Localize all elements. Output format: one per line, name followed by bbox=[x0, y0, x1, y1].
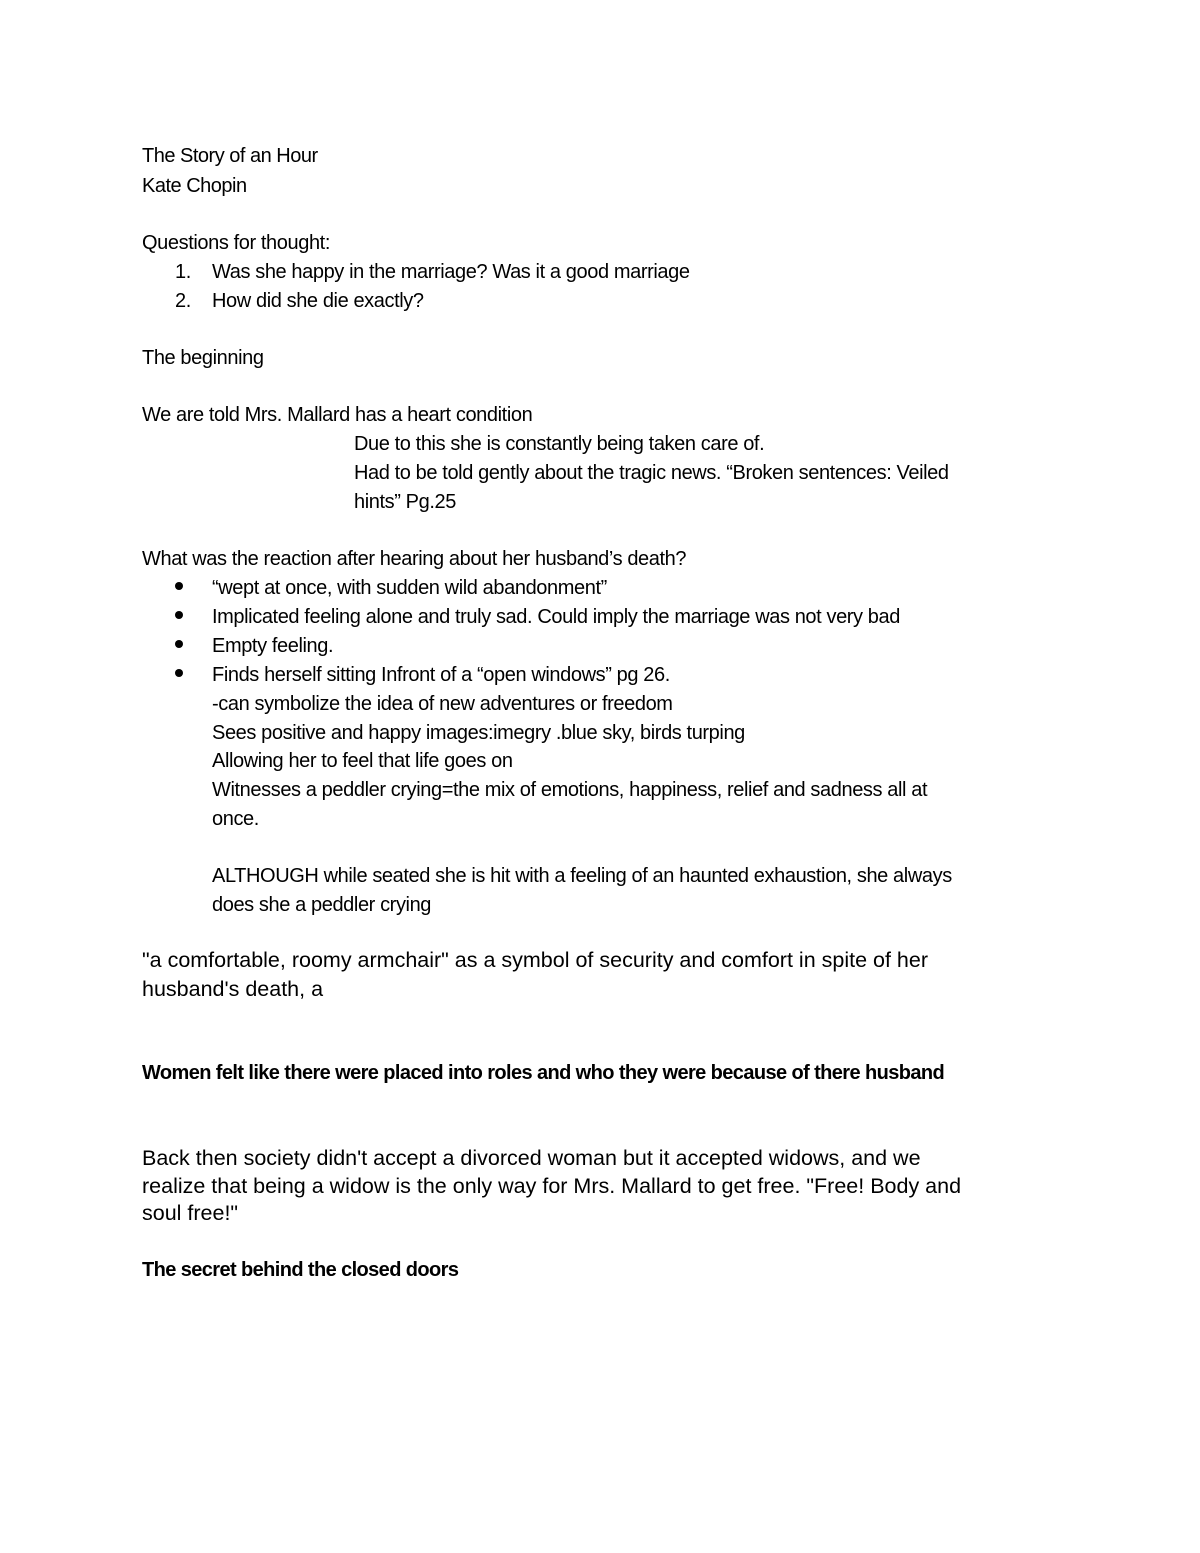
armchair-paragraph: "a comfortable, roomy armchair" as a symbol of security and comfort in spite of her bbox=[142, 948, 928, 972]
question-number: 1. bbox=[175, 261, 191, 283]
society-paragraph: realize that being a widow is the only way for Mrs. Mallard to get free. "Free! Body and bbox=[142, 1174, 962, 1198]
section-heading-secret: The secret behind the closed doors bbox=[142, 1259, 459, 1281]
reaction-bullet: Empty feeling. bbox=[212, 635, 334, 657]
armchair-paragraph: husband's death, a bbox=[142, 977, 324, 1001]
bullet-icon bbox=[175, 611, 183, 619]
society-paragraph: Back then society didn't accept a divorced woman but it accepted widows, and we bbox=[142, 1146, 921, 1170]
questions-heading: Questions for thought: bbox=[142, 232, 330, 254]
window-note: Allowing her to feel that life goes on bbox=[212, 750, 513, 772]
window-note: -can symbolize the idea of new adventures or freedom bbox=[212, 693, 673, 715]
reaction-bullet: Implicated feeling alone and truly sad. Could imply the marriage was not very bad bbox=[212, 606, 900, 628]
indented-note: hints” Pg.25 bbox=[354, 491, 456, 513]
question-number: 2. bbox=[175, 290, 191, 312]
indented-note: Had to be told gently about the tragic news. “Broken sentences: Veiled bbox=[354, 462, 949, 484]
bullet-icon bbox=[175, 582, 183, 590]
reaction-bullet: Finds herself sitting Infront of a “open windows” pg 26. bbox=[212, 664, 670, 686]
window-note: once. bbox=[212, 808, 259, 830]
heart-condition-note: We are told Mrs. Mallard has a heart condition bbox=[142, 404, 533, 426]
document-author: Kate Chopin bbox=[142, 175, 247, 197]
although-note: ALTHOUGH while seated she is hit with a feeling of an haunted exhaustion, she always bbox=[212, 865, 952, 887]
question-item: Was she happy in the marriage? Was it a good marriage bbox=[212, 261, 690, 283]
women-roles-note: Women felt like there were placed into roles and who they were because of there husband bbox=[142, 1062, 945, 1084]
reaction-bullet: “wept at once, with sudden wild abandonment” bbox=[212, 577, 607, 599]
although-note: does she a peddler crying bbox=[212, 894, 432, 916]
reaction-question: What was the reaction after hearing about her husband’s death? bbox=[142, 548, 687, 570]
question-item: How did she die exactly? bbox=[212, 290, 424, 312]
document-title: The Story of an Hour bbox=[142, 145, 318, 167]
bullet-icon bbox=[175, 669, 183, 677]
society-paragraph: soul free!" bbox=[142, 1201, 239, 1225]
bullet-icon bbox=[175, 640, 183, 648]
window-note: Sees positive and happy images:imegry .blue sky, birds turping bbox=[212, 722, 745, 744]
window-note: Witnesses a peddler crying=the mix of emotions, happiness, relief and sadness all at bbox=[212, 779, 928, 801]
section-heading-beginning: The beginning bbox=[142, 347, 264, 369]
indented-note: Due to this she is constantly being taken care of. bbox=[354, 433, 765, 455]
